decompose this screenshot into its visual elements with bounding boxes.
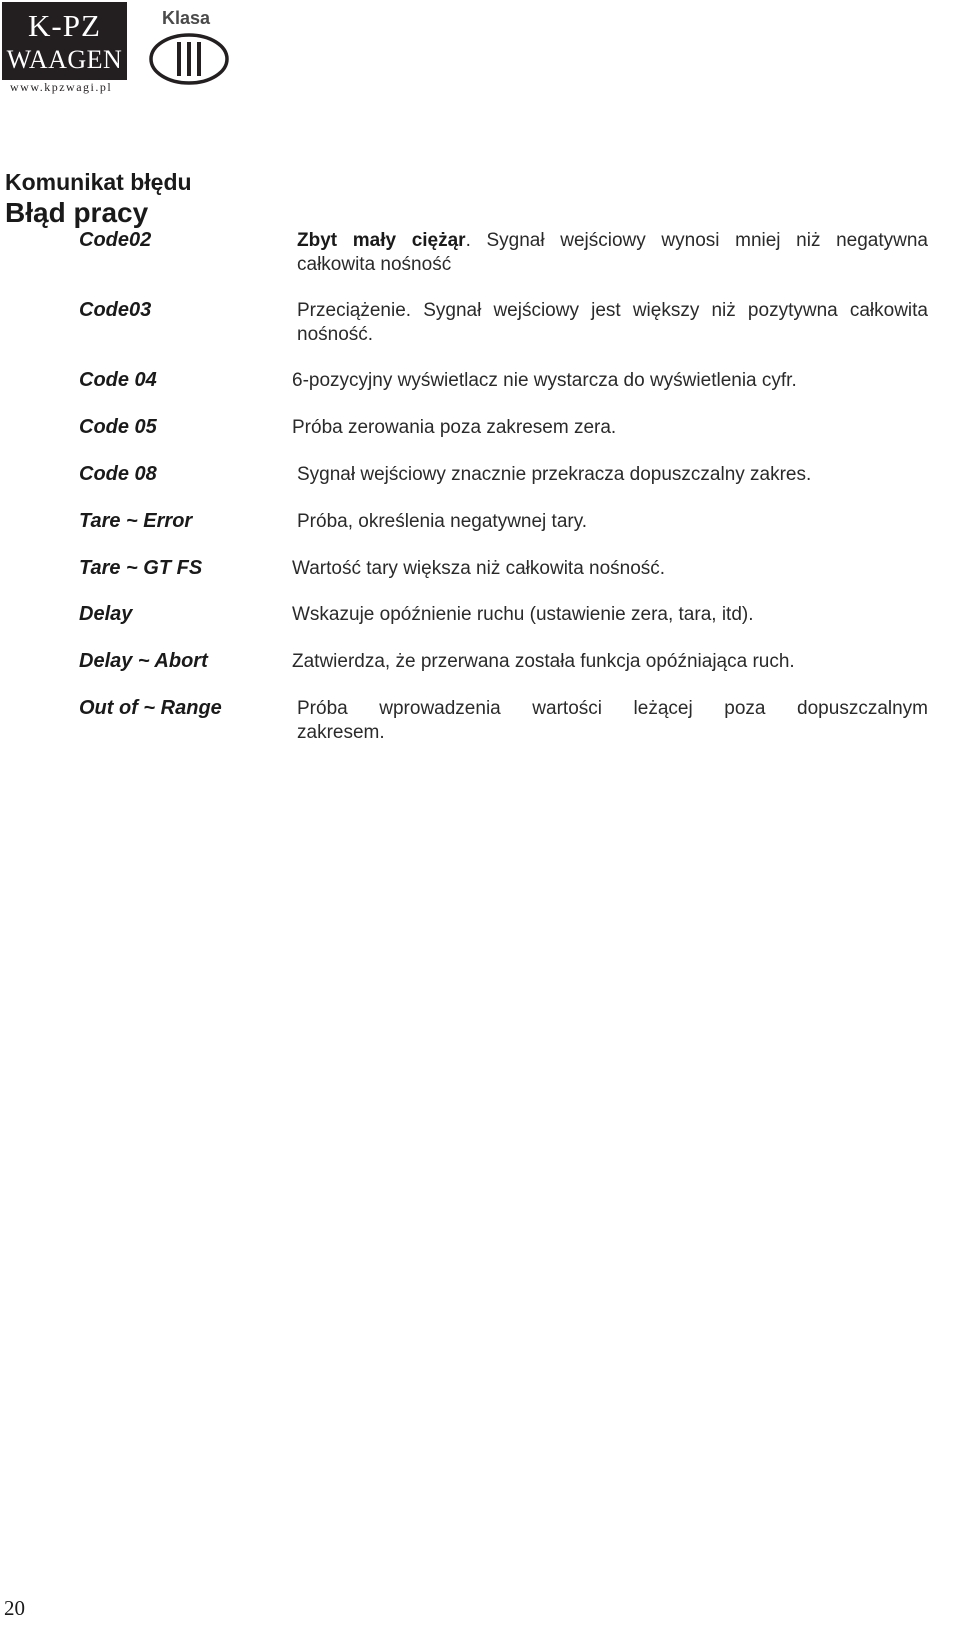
section-subtitle: Błąd pracy — [5, 197, 149, 228]
logo-box — [2, 2, 127, 80]
error-code: Delay — [79, 603, 133, 625]
page-number: 20 — [4, 1596, 25, 1620]
error-description: 6-pozycyjny wyświetlacz nie wystarcza do wyświetlenia cyfr. — [292, 370, 797, 391]
error-description: Próba, określenia negatywnej tary. — [297, 511, 588, 532]
logo-line1: K-PZ — [28, 8, 101, 43]
class-iii-logo — [148, 6, 234, 88]
error-code: Tare ~ Error — [79, 510, 193, 532]
section-title: Komunikat błędu — [5, 169, 192, 195]
error-code: Delay ~ Abort — [79, 650, 208, 672]
error-code: Code 08 — [79, 463, 157, 485]
error-description: Wartość tary większa niż całkowita nośność. — [292, 558, 666, 579]
error-description: Sygnał wejściowy znacznie przekracza dopuszczalny zakres. — [297, 464, 812, 485]
kpz-waagen-logo — [2, 2, 128, 96]
error-code: Out of ~ Range — [79, 697, 222, 719]
error-description: Przeciążenie. Sygnał wejściowy jest większy niż pozytywna całkowita nośność. — [297, 300, 928, 345]
logo-line2: WAAGEN — [6, 45, 123, 74]
error-description — [297, 229, 928, 277]
error-code: Code 04 — [79, 369, 157, 391]
error-description: Próba zerowania poza zakresem zera. — [292, 417, 617, 438]
error-code: Code03 — [79, 299, 152, 321]
error-description: Zatwierdza, że przerwana została funkcja opóźniająca ruch. — [292, 651, 795, 672]
class-label: Klasa — [162, 8, 211, 28]
error-description-text: . Sygnał wejściowy wynosi mniej niż negatywna całkowita nośność — [297, 230, 929, 275]
error-description: Wskazuje opóźnienie ruchu (ustawienie zera, tara, itd). — [292, 604, 754, 625]
error-description-lead: Zbyt mały ciężąr — [297, 230, 466, 251]
error-description: Próba wprowadzenia wartości leżącej poza dopuszczalnym zakresem. — [297, 698, 928, 743]
class-iii-oval-icon — [148, 32, 230, 86]
error-code: Tare ~ GT FS — [79, 557, 203, 579]
logo-url: www.kpzwagi.pl — [10, 80, 113, 94]
error-code: Code02 — [79, 229, 152, 251]
error-code: Code 05 — [79, 416, 157, 438]
